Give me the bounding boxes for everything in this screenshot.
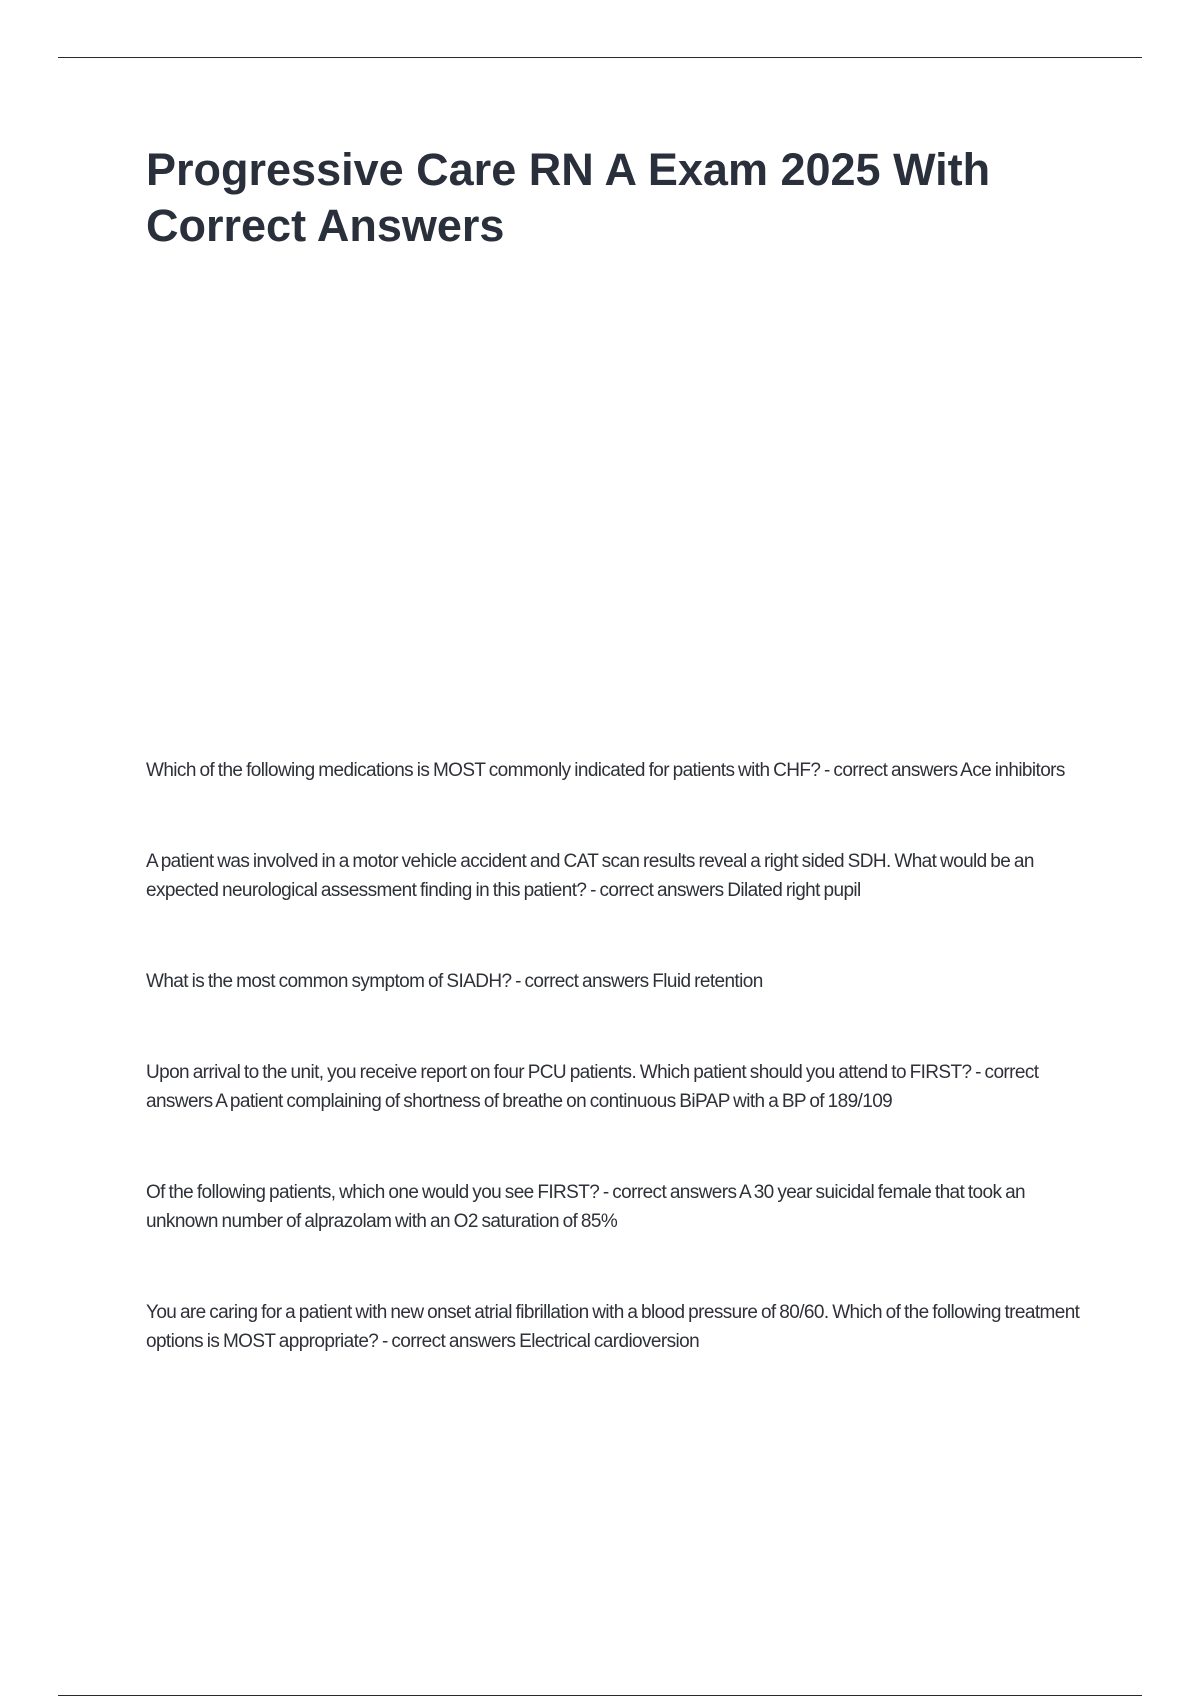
- question-text: Upon arrival to the unit, you receive report on four PCU patients. Which patient should you attend to FIRST?: [146, 1062, 972, 1083]
- qa-item-2: [146, 847, 1096, 905]
- answer-separator: - correct answers: [146, 1062, 1039, 1112]
- answer-text: Ace inhibitors: [960, 760, 1065, 781]
- qa-item-3: [146, 967, 1096, 996]
- qa-item-5: [146, 1178, 1096, 1236]
- bottom-divider: [58, 1695, 1142, 1696]
- qa-item-6: [146, 1298, 1096, 1356]
- answer-text: Electrical cardioversion: [519, 1331, 700, 1352]
- answer-separator: - correct answers: [586, 880, 728, 901]
- qa-item-4: [146, 1058, 1096, 1116]
- question-text: You are caring for a patient with new onset atrial fibrillation with a blood pressure of 80/60. Which of the following treatment options is MOST appropriate?: [146, 1302, 1080, 1352]
- answer-separator: - correct answers: [511, 971, 653, 992]
- answer-text: Fluid retention: [652, 971, 763, 992]
- answer-separator: - correct answers: [378, 1331, 520, 1352]
- answer-separator: - correct answers: [599, 1182, 739, 1203]
- question-text: A patient was involved in a motor vehicle accident and CAT scan results reveal a right sided SDH. What would be an expected neurological assessment finding in this patient?: [146, 851, 1034, 901]
- question-text: Of the following patients, which one would you see FIRST?: [146, 1182, 600, 1203]
- qa-list: [146, 756, 1096, 1418]
- top-divider: [58, 57, 1142, 58]
- question-text: What is the most common symptom of SIADH?: [146, 971, 512, 992]
- qa-item-1: [146, 756, 1096, 785]
- answer-text: Dilated right pupil: [727, 880, 861, 901]
- answer-text: A 30 year suicidal female that took an unknown number of alprazolam with an O2 saturation of 85%: [146, 1182, 1026, 1232]
- answer-text: A patient complaining of shortness of breathe on continuous BiPAP with a BP of 189/109: [215, 1091, 893, 1112]
- answer-separator: - correct answers: [820, 760, 961, 781]
- question-text: Which of the following medications is MOST commonly indicated for patients with CHF?: [146, 760, 821, 781]
- document-title: Progressive Care RN A Exam 2025 With Correct Answers: [146, 144, 991, 251]
